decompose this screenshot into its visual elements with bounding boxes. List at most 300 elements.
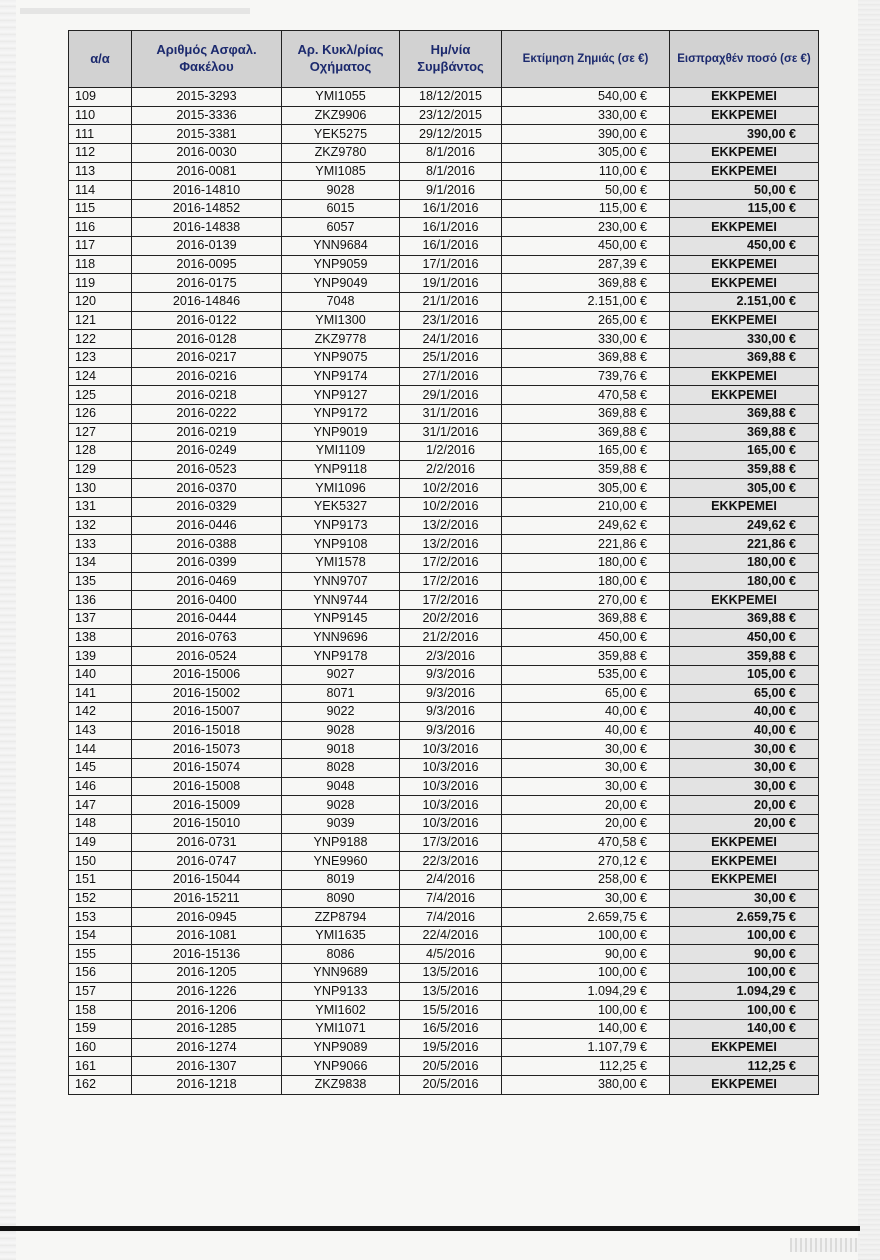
cell-index: 158 [69,1001,132,1020]
table-row [69,143,819,162]
table-body [69,88,819,1095]
cell-date: 16/1/2016 [400,199,502,218]
cell-plate: YNP9172 [282,404,400,423]
cell-date: 2/4/2016 [400,870,502,889]
cell-estimate: 369,88 € [502,609,670,628]
cell-file-number: 2016-0523 [132,460,282,479]
cell-index: 115 [69,199,132,218]
table-row [69,964,819,983]
cell-date: 2/2/2016 [400,460,502,479]
cell-recovered: 100,00 € [670,926,819,945]
cell-estimate: 390,00 € [502,125,670,144]
cell-plate: YNP9075 [282,348,400,367]
cell-date: 2/3/2016 [400,647,502,666]
cell-plate: ZKZ9778 [282,330,400,349]
cell-file-number: 2016-0216 [132,367,282,386]
cell-recovered: 390,00 € [670,125,819,144]
table-row [69,88,819,107]
header-date: Ημ/νία Συμβάντος [400,31,502,88]
cell-index: 128 [69,442,132,461]
cell-file-number: 2016-0747 [132,852,282,871]
cell-estimate: 739,76 € [502,367,670,386]
table-row [69,609,819,628]
cell-date: 22/4/2016 [400,926,502,945]
table-row [69,1020,819,1039]
cell-date: 17/2/2016 [400,554,502,573]
cell-index: 127 [69,423,132,442]
cell-recovered: 30,00 € [670,759,819,778]
cell-plate: 9028 [282,796,400,815]
cell-estimate: 450,00 € [502,628,670,647]
page-bottom-rule [0,1226,860,1231]
cell-date: 17/3/2016 [400,833,502,852]
cell-plate: 9048 [282,777,400,796]
cell-recovered: 165,00 € [670,442,819,461]
cell-estimate: 112,25 € [502,1057,670,1076]
table-row [69,479,819,498]
table-row [69,740,819,759]
cell-recovered: 359,88 € [670,460,819,479]
cell-file-number: 2016-15136 [132,945,282,964]
header-plate: Αρ. Κυκλ/ρίας Οχήματος [282,31,400,88]
cell-file-number: 2016-1274 [132,1038,282,1057]
cell-file-number: 2016-0329 [132,498,282,517]
table-row [69,442,819,461]
table-row [69,218,819,237]
cell-index: 129 [69,460,132,479]
cell-plate: YNE9960 [282,852,400,871]
cell-index: 134 [69,554,132,573]
cell-estimate: 30,00 € [502,740,670,759]
cell-estimate: 305,00 € [502,479,670,498]
cell-date: 31/1/2016 [400,423,502,442]
cell-date: 1/2/2016 [400,442,502,461]
cell-index: 130 [69,479,132,498]
cell-date: 4/5/2016 [400,945,502,964]
cell-plate: 7048 [282,293,400,312]
cell-plate: YNP9145 [282,609,400,628]
cell-estimate: 470,58 € [502,833,670,852]
cell-estimate: 30,00 € [502,777,670,796]
cell-plate: YNP9059 [282,255,400,274]
cell-date: 27/1/2016 [400,367,502,386]
table-row [69,106,819,125]
cell-index: 120 [69,293,132,312]
cell-file-number: 2016-1205 [132,964,282,983]
cell-recovered: ΕΚΚΡΕΜΕΙ [670,311,819,330]
cell-date: 25/1/2016 [400,348,502,367]
cell-date: 20/5/2016 [400,1057,502,1076]
cell-estimate: 540,00 € [502,88,670,107]
cell-file-number: 2016-15073 [132,740,282,759]
cell-estimate: 369,88 € [502,404,670,423]
cell-estimate: 230,00 € [502,218,670,237]
cell-index: 136 [69,591,132,610]
table-row [69,516,819,535]
cell-estimate: 1.094,29 € [502,982,670,1001]
cell-plate: YEK5327 [282,498,400,517]
cell-plate: ZZP8794 [282,908,400,927]
cell-recovered: ΕΚΚΡΕΜΕΙ [670,1075,819,1094]
table-row [69,628,819,647]
table-row [69,199,819,218]
cell-file-number: 2016-14846 [132,293,282,312]
cell-recovered: ΕΚΚΡΕΜΕΙ [670,218,819,237]
cell-index: 160 [69,1038,132,1057]
cell-plate: 9028 [282,181,400,200]
cell-estimate: 470,58 € [502,386,670,405]
cell-date: 10/3/2016 [400,796,502,815]
table-row [69,330,819,349]
cell-recovered: ΕΚΚΡΕΜΕΙ [670,1038,819,1057]
cell-index: 113 [69,162,132,181]
cell-plate: 9018 [282,740,400,759]
table-row [69,908,819,927]
cell-recovered: 1.094,29 € [670,982,819,1001]
scan-smudge [20,8,250,14]
cell-estimate: 2.151,00 € [502,293,670,312]
cell-file-number: 2016-0524 [132,647,282,666]
cell-estimate: 20,00 € [502,814,670,833]
cell-file-number: 2016-1307 [132,1057,282,1076]
cell-estimate: 50,00 € [502,181,670,200]
cell-file-number: 2016-15018 [132,721,282,740]
cell-file-number: 2016-14810 [132,181,282,200]
cell-file-number: 2016-14852 [132,199,282,218]
table-row [69,703,819,722]
cell-recovered: ΕΚΚΡΕΜΕΙ [670,367,819,386]
table-row [69,367,819,386]
cell-estimate: 165,00 € [502,442,670,461]
table-row [69,647,819,666]
table-row [69,535,819,554]
cell-recovered: 369,88 € [670,404,819,423]
cell-estimate: 20,00 € [502,796,670,815]
cell-plate: YMI1055 [282,88,400,107]
cell-date: 9/3/2016 [400,703,502,722]
cell-file-number: 2016-0139 [132,237,282,256]
cell-estimate: 90,00 € [502,945,670,964]
cell-index: 137 [69,609,132,628]
cell-plate: 8090 [282,889,400,908]
cell-plate: 9039 [282,814,400,833]
cell-date: 10/3/2016 [400,814,502,833]
cell-index: 159 [69,1020,132,1039]
cell-estimate: 258,00 € [502,870,670,889]
cell-estimate: 30,00 € [502,759,670,778]
cell-date: 9/3/2016 [400,665,502,684]
cell-date: 21/1/2016 [400,293,502,312]
cell-file-number: 2016-15008 [132,777,282,796]
cell-file-number: 2016-1226 [132,982,282,1001]
cell-plate: YNP9174 [282,367,400,386]
table-row [69,721,819,740]
cell-recovered: 105,00 € [670,665,819,684]
cell-date: 23/1/2016 [400,311,502,330]
cell-estimate: 115,00 € [502,199,670,218]
cell-estimate: 369,88 € [502,348,670,367]
cell-plate: YMI1602 [282,1001,400,1020]
cell-recovered: 115,00 € [670,199,819,218]
cell-file-number: 2016-15009 [132,796,282,815]
cell-plate: YNN9689 [282,964,400,983]
table-row [69,1001,819,1020]
cell-index: 142 [69,703,132,722]
cell-estimate: 369,88 € [502,274,670,293]
cell-estimate: 30,00 € [502,889,670,908]
cell-date: 9/1/2016 [400,181,502,200]
cell-plate: YNP9019 [282,423,400,442]
cell-estimate: 2.659,75 € [502,908,670,927]
cell-date: 22/3/2016 [400,852,502,871]
table-header-row [69,31,819,88]
cell-index: 155 [69,945,132,964]
scan-edge-left [0,0,16,1260]
cell-recovered: 140,00 € [670,1020,819,1039]
cell-index: 139 [69,647,132,666]
cell-plate: YNP9118 [282,460,400,479]
cell-recovered: 30,00 € [670,889,819,908]
cell-index: 124 [69,367,132,386]
cell-estimate: 287,39 € [502,255,670,274]
cell-date: 10/3/2016 [400,740,502,759]
cell-estimate: 359,88 € [502,460,670,479]
cell-estimate: 100,00 € [502,926,670,945]
table-row [69,348,819,367]
table-row [69,423,819,442]
cell-plate: YMI1085 [282,162,400,181]
cell-plate: 9028 [282,721,400,740]
cell-estimate: 330,00 € [502,330,670,349]
cell-index: 126 [69,404,132,423]
cell-date: 13/2/2016 [400,535,502,554]
cell-file-number: 2016-0128 [132,330,282,349]
cell-plate: YNP9133 [282,982,400,1001]
cell-date: 13/2/2016 [400,516,502,535]
cell-index: 147 [69,796,132,815]
cell-date: 19/1/2016 [400,274,502,293]
cell-estimate: 265,00 € [502,311,670,330]
cell-date: 31/1/2016 [400,404,502,423]
cell-recovered: ΕΚΚΡΕΜΕΙ [670,143,819,162]
cell-recovered: 450,00 € [670,237,819,256]
cell-plate: 6015 [282,199,400,218]
cell-index: 149 [69,833,132,852]
cell-plate: YMI1071 [282,1020,400,1039]
cell-file-number: 2016-0095 [132,255,282,274]
cell-recovered: 100,00 € [670,964,819,983]
cell-date: 23/12/2015 [400,106,502,125]
cell-date: 8/1/2016 [400,162,502,181]
cell-recovered: ΕΚΚΡΕΜΕΙ [670,591,819,610]
cell-file-number: 2016-0370 [132,479,282,498]
cell-recovered: ΕΚΚΡΕΜΕΙ [670,274,819,293]
cell-recovered: ΕΚΚΡΕΜΕΙ [670,106,819,125]
cell-date: 24/1/2016 [400,330,502,349]
cell-recovered: 369,88 € [670,609,819,628]
cell-date: 29/12/2015 [400,125,502,144]
cell-estimate: 369,88 € [502,423,670,442]
table-row [69,889,819,908]
cell-estimate: 100,00 € [502,964,670,983]
cell-index: 122 [69,330,132,349]
cell-file-number: 2016-15002 [132,684,282,703]
cell-index: 112 [69,143,132,162]
cell-plate: 8086 [282,945,400,964]
cell-plate: YNP9188 [282,833,400,852]
header-estimate: Εκτίμηση Ζημιάς (σε €) [502,31,670,88]
cell-index: 123 [69,348,132,367]
table-row [69,665,819,684]
cell-index: 146 [69,777,132,796]
table-row [69,572,819,591]
table-row [69,311,819,330]
cell-date: 13/5/2016 [400,982,502,1001]
cell-plate: YNP9173 [282,516,400,535]
cell-estimate: 270,12 € [502,852,670,871]
cell-estimate: 380,00 € [502,1075,670,1094]
cell-file-number: 2016-0217 [132,348,282,367]
cell-plate: YMI1578 [282,554,400,573]
cell-plate: YEK5275 [282,125,400,144]
cell-recovered: 359,88 € [670,647,819,666]
cell-estimate: 40,00 € [502,703,670,722]
cell-plate: YMI1096 [282,479,400,498]
cell-index: 133 [69,535,132,554]
cell-recovered: 369,88 € [670,423,819,442]
cell-plate: ZKZ9906 [282,106,400,125]
cell-file-number: 2016-0469 [132,572,282,591]
cell-recovered: 20,00 € [670,814,819,833]
cell-index: 162 [69,1075,132,1094]
cell-date: 16/1/2016 [400,237,502,256]
cell-recovered: 100,00 € [670,1001,819,1020]
cell-index: 153 [69,908,132,927]
cell-estimate: 450,00 € [502,237,670,256]
cell-file-number: 2016-0219 [132,423,282,442]
cell-date: 13/5/2016 [400,964,502,983]
cell-plate: ZKZ9780 [282,143,400,162]
cell-plate: 9027 [282,665,400,684]
cell-recovered: 20,00 € [670,796,819,815]
cell-recovered: ΕΚΚΡΕΜΕΙ [670,255,819,274]
cell-date: 16/1/2016 [400,218,502,237]
cell-recovered: 65,00 € [670,684,819,703]
table-row [69,498,819,517]
cell-recovered: ΕΚΚΡΕΜΕΙ [670,852,819,871]
table-row [69,926,819,945]
cell-file-number: 2016-15006 [132,665,282,684]
cell-date: 20/5/2016 [400,1075,502,1094]
cell-recovered: 30,00 € [670,777,819,796]
cell-date: 10/3/2016 [400,759,502,778]
cell-recovered: 305,00 € [670,479,819,498]
claims-table [68,30,819,1095]
cell-plate: YNP9089 [282,1038,400,1057]
scan-edge-right [858,0,880,1260]
cell-plate: YNP9049 [282,274,400,293]
header-index: α/α [69,31,132,88]
cell-estimate: 65,00 € [502,684,670,703]
cell-recovered: 112,25 € [670,1057,819,1076]
cell-date: 17/1/2016 [400,255,502,274]
table-row [69,1038,819,1057]
cell-date: 10/3/2016 [400,777,502,796]
cell-recovered: 30,00 € [670,740,819,759]
cell-index: 156 [69,964,132,983]
cell-plate: YNN9684 [282,237,400,256]
cell-date: 7/4/2016 [400,889,502,908]
cell-file-number: 2016-1081 [132,926,282,945]
cell-plate: 8071 [282,684,400,703]
cell-estimate: 359,88 € [502,647,670,666]
cell-recovered: ΕΚΚΡΕΜΕΙ [670,833,819,852]
cell-estimate: 40,00 € [502,721,670,740]
table-row [69,684,819,703]
cell-date: 17/2/2016 [400,591,502,610]
cell-index: 152 [69,889,132,908]
table-row [69,386,819,405]
cell-date: 10/2/2016 [400,498,502,517]
table-row [69,460,819,479]
cell-file-number: 2016-0249 [132,442,282,461]
cell-file-number: 2016-0122 [132,311,282,330]
cell-date: 7/4/2016 [400,908,502,927]
cell-index: 143 [69,721,132,740]
cell-date: 9/3/2016 [400,684,502,703]
cell-estimate: 249,62 € [502,516,670,535]
cell-recovered: 2.659,75 € [670,908,819,927]
cell-recovered: 40,00 € [670,721,819,740]
cell-plate: ZKZ9838 [282,1075,400,1094]
cell-index: 121 [69,311,132,330]
cell-recovered: 450,00 € [670,628,819,647]
cell-date: 20/2/2016 [400,609,502,628]
table-row [69,814,819,833]
cell-file-number: 2016-0222 [132,404,282,423]
cell-plate: YNN9696 [282,628,400,647]
table-row [69,554,819,573]
cell-index: 116 [69,218,132,237]
cell-file-number: 2016-0945 [132,908,282,927]
cell-recovered: 90,00 € [670,945,819,964]
cell-estimate: 210,00 € [502,498,670,517]
cell-index: 151 [69,870,132,889]
cell-file-number: 2016-0388 [132,535,282,554]
cell-recovered: 221,86 € [670,535,819,554]
cell-recovered: 50,00 € [670,181,819,200]
cell-estimate: 221,86 € [502,535,670,554]
cell-index: 161 [69,1057,132,1076]
cell-index: 135 [69,572,132,591]
cell-file-number: 2016-0399 [132,554,282,573]
cell-index: 114 [69,181,132,200]
table-row [69,293,819,312]
cell-index: 157 [69,982,132,1001]
cell-date: 10/2/2016 [400,479,502,498]
cell-plate: YNP9108 [282,535,400,554]
cell-index: 148 [69,814,132,833]
cell-index: 131 [69,498,132,517]
cell-date: 9/3/2016 [400,721,502,740]
cell-file-number: 2016-0400 [132,591,282,610]
cell-index: 144 [69,740,132,759]
cell-file-number: 2016-1206 [132,1001,282,1020]
table-row [69,181,819,200]
cell-file-number: 2016-0030 [132,143,282,162]
cell-plate: YNN9744 [282,591,400,610]
header-recovered: Εισπραχθέν ποσό (σε €) [670,31,819,88]
